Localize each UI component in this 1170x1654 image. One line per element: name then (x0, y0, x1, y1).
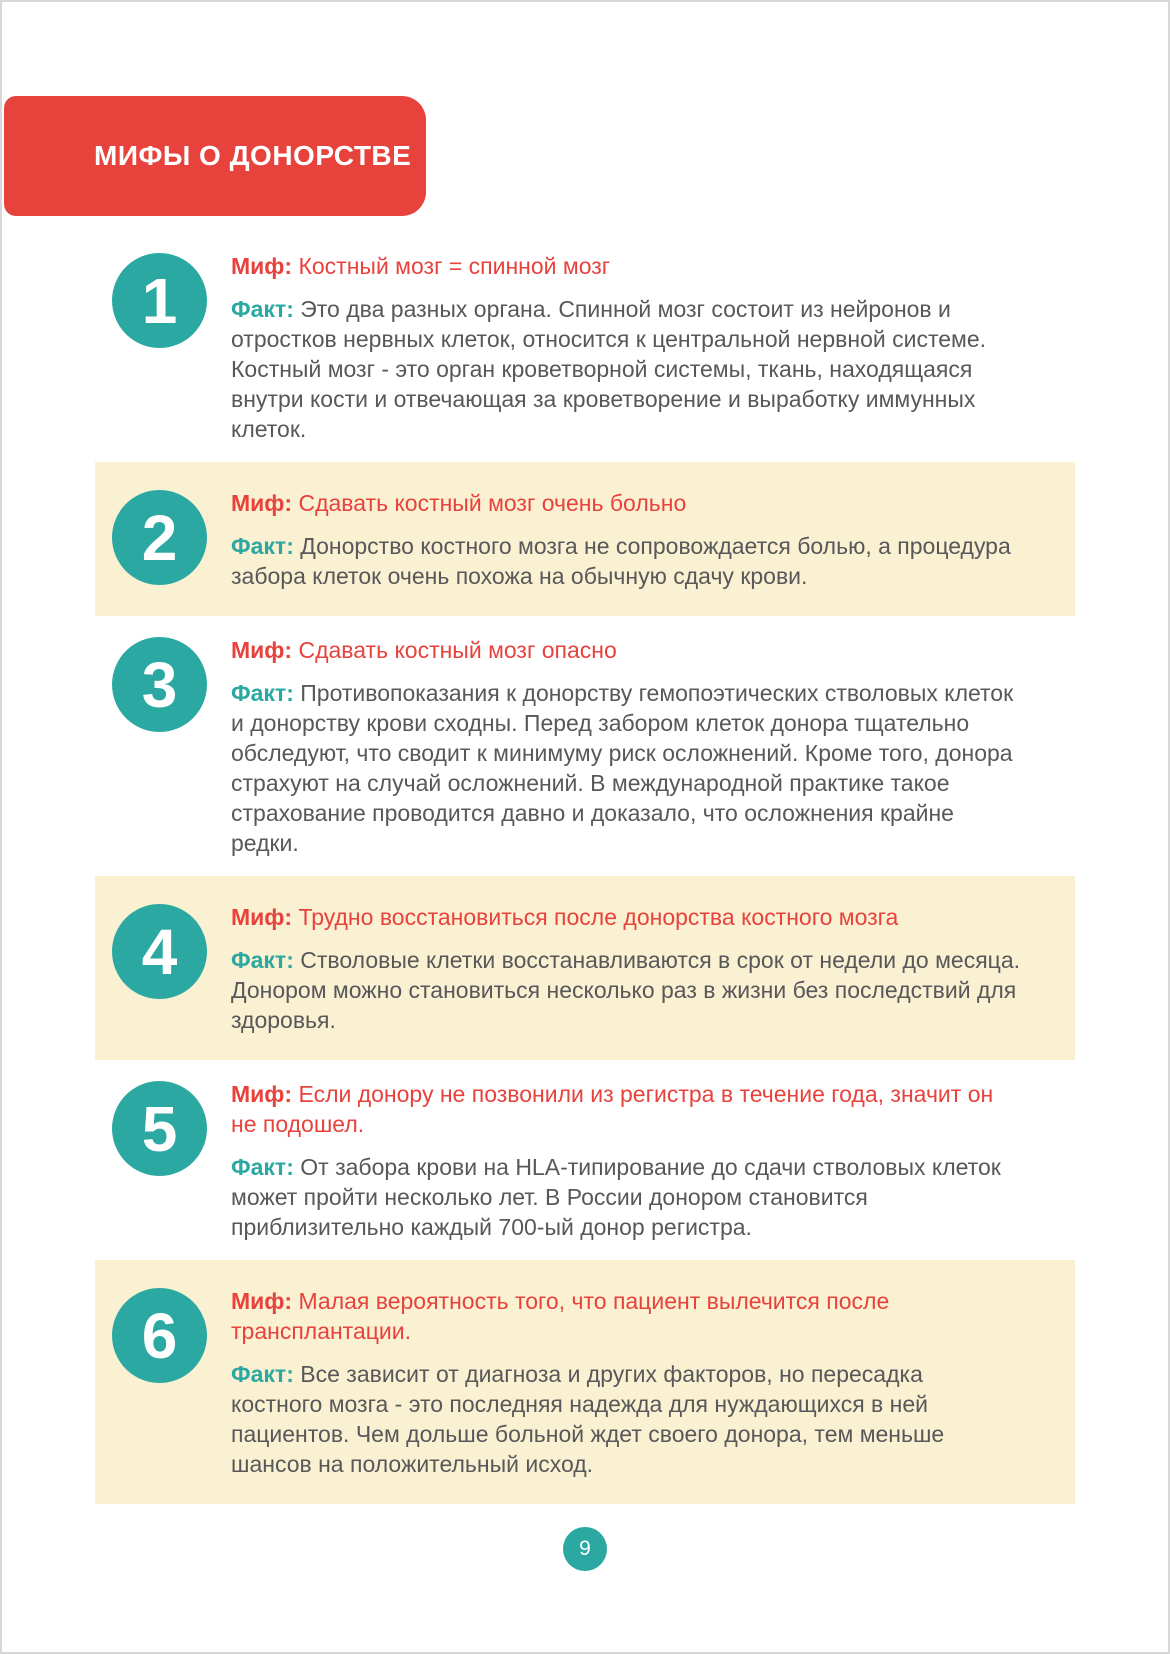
fact-text: Стволовые клетки восстанавливаются в срок от недели до месяца. Донором можно становиться несколько раз в жизни без последствий для здоровья. (231, 947, 1020, 1033)
myth-texts (231, 1078, 1020, 1242)
fact-label: Факт: (231, 533, 294, 559)
myth-statement (231, 635, 1020, 665)
myth-section (95, 250, 1075, 444)
fact-text: Донорство костного мозга не сопровождается болью, а процедура забора клеток очень похожа на обычную сдачу крови. (231, 533, 1011, 589)
myth-texts (231, 487, 1020, 591)
myth-label: Миф: (231, 1081, 293, 1107)
myth-label: Миф: (231, 490, 293, 516)
page-number-badge: 9 (563, 1527, 607, 1571)
myth-text: Если донору не позвонили из регистра в течение года, значит он не подошел. (231, 1081, 994, 1137)
fact-statement (231, 1359, 1020, 1479)
fact-statement (231, 945, 1020, 1035)
fact-text: Все зависит от диагноза и других факторов, но пересадка костного мозга - это последняя надежда для нуждающихся в ней пациентов. Чем дольше больной ждет своего донора, тем меньше шансов на положительный исход. (231, 1361, 945, 1477)
myth-section (95, 634, 1075, 858)
myth-number-badge (112, 1081, 207, 1176)
myth-number: 3 (141, 648, 178, 721)
myth-texts (231, 250, 1020, 444)
page-footer (2, 1527, 1168, 1571)
myth-number-badge (112, 1288, 207, 1383)
myth-texts (231, 634, 1020, 858)
fact-text: Это два разных органа. Спинной мозг состоит из нейронов и отростков нервных клеток, относится к центральной нервной системе. Костный мозг - это орган кроветворной системы, ткань, находящаяся внутри кости и отвечающая за кроветворение и выработку иммунных клеток. (231, 296, 987, 442)
myth-number-badge (112, 637, 207, 732)
myth-text: Сдавать костный мозг опасно (298, 637, 617, 663)
fact-statement (231, 1152, 1020, 1242)
myth-section (95, 1260, 1075, 1504)
myth-text: Сдавать костный мозг очень больно (298, 490, 687, 516)
myth-text: Малая вероятность того, что пациент вылечится после трансплантации. (231, 1288, 890, 1344)
myth-text: Трудно восстановиться после донорства костного мозга (298, 904, 899, 930)
myth-number-badge (112, 253, 207, 348)
fact-label: Факт: (231, 1154, 294, 1180)
fact-label: Факт: (231, 1361, 294, 1387)
myth-number: 6 (141, 1299, 178, 1372)
myth-texts (231, 1285, 1020, 1479)
fact-statement (231, 294, 1020, 444)
fact-statement (231, 531, 1020, 591)
fact-statement (231, 678, 1020, 858)
myth-number-badge (112, 490, 207, 585)
myth-number: 2 (141, 501, 178, 574)
myth-number: 4 (141, 915, 178, 988)
myth-statement (231, 251, 1020, 281)
fact-text: Противопоказания к донорству гемопоэтических стволовых клеток и донорству крови сходны. Перед забором клеток донора тщательно обследуют, что сводит к минимуму риск осложнений. Кроме того, донора страхуют на случай осложнений. В международной практике такое страхование проводится давно и доказало, что осложнения крайне редки. (231, 680, 1014, 856)
myth-section (95, 876, 1075, 1060)
fact-label: Факт: (231, 296, 294, 322)
fact-text: От забора крови на HLA-типирование до сдачи стволовых клеток может пройти несколько лет. В России донором становится приблизительно каждый 700-ый донор регистра. (231, 1154, 1001, 1240)
myth-label: Миф: (231, 904, 293, 930)
fact-label: Факт: (231, 680, 294, 706)
myth-texts (231, 901, 1020, 1035)
myths-list (2, 250, 1168, 1504)
myth-statement (231, 488, 1020, 518)
myth-number: 5 (141, 1092, 178, 1165)
myth-statement (231, 1286, 1020, 1346)
page-title: МИФЫ О ДОНОРСТВЕ (94, 140, 412, 171)
myth-statement (231, 1079, 1020, 1139)
page-header-banner (4, 96, 426, 216)
myth-text: Костный мозг = спинной мозг (298, 253, 611, 279)
myth-label: Миф: (231, 1288, 293, 1314)
myth-section (95, 1078, 1075, 1242)
myth-number: 1 (141, 264, 178, 337)
myth-number-badge (112, 904, 207, 999)
myth-statement (231, 902, 1020, 932)
myth-label: Миф: (231, 253, 293, 279)
myth-label: Миф: (231, 637, 293, 663)
fact-label: Факт: (231, 947, 294, 973)
myth-section (95, 462, 1075, 616)
